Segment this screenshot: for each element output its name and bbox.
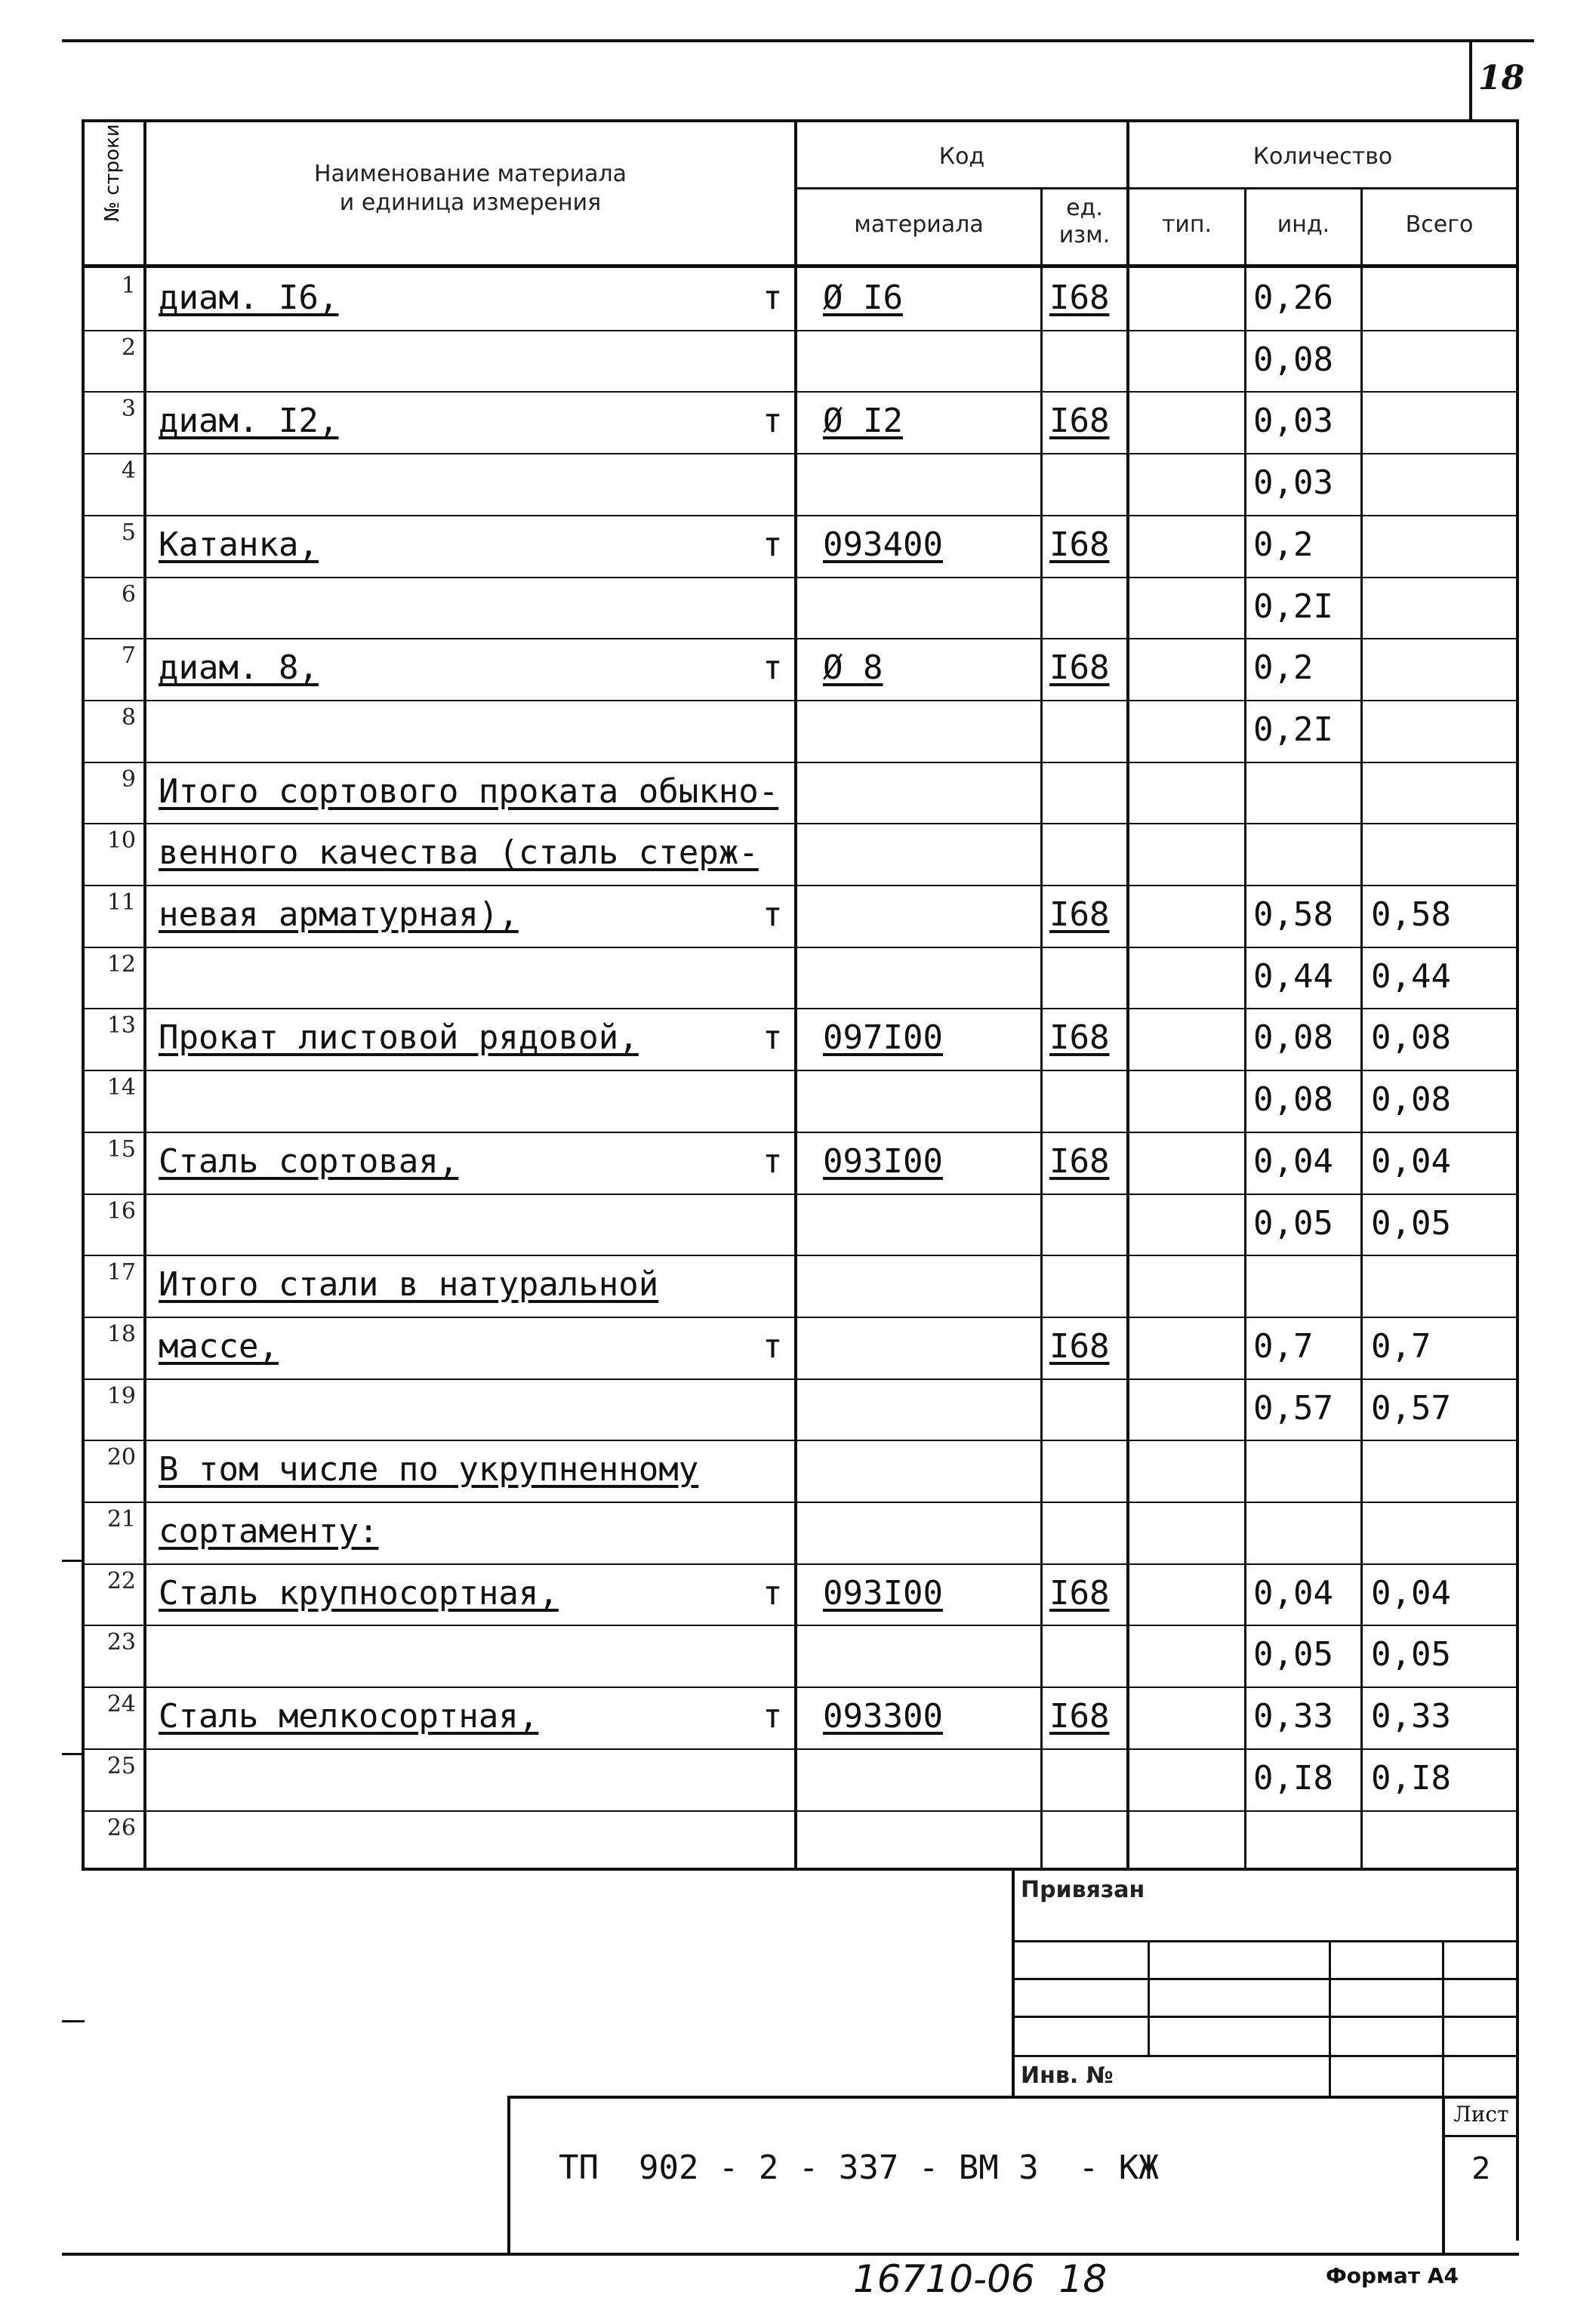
qty-total: 0,58 [1371,895,1451,934]
header-code-unit: ед. изм. [1058,195,1111,248]
header-qty-ind: инд. [1277,211,1330,238]
unit-of-measure: т [763,1327,783,1366]
qty-total: 0,33 [1371,1697,1451,1736]
unit-code: I68 [1049,1697,1110,1736]
qty-individual: 0,04 [1253,1142,1333,1181]
margin-tick [62,2020,85,2022]
qty-total: 0,57 [1371,1389,1451,1428]
row-number: 26 [106,1815,136,1841]
unit-code: I68 [1049,1574,1110,1613]
qty-individual: 0,05 [1253,1204,1333,1243]
material-name: Сталь мелкосортная, [159,1697,539,1736]
row-number: 15 [106,1136,136,1163]
row-number: 24 [106,1691,136,1717]
material-name: В том числе по укрупненному [159,1450,699,1489]
qty-total: 0,05 [1371,1204,1451,1243]
row-number: 7 [121,642,136,669]
row-number: 5 [121,519,136,546]
row-number: 8 [121,704,136,731]
row-number: 16 [106,1198,136,1224]
material-code: Ø 8 [823,648,883,687]
header-name: Наименование материала и единица измерения [313,161,627,216]
qty-total: 0,44 [1371,957,1451,996]
material-name: Сталь крупносортная, [159,1574,559,1613]
material-name: сортаменту: [159,1512,379,1551]
unit-code: I68 [1049,279,1110,317]
material-name: невая арматурная), [159,895,519,934]
material-name: венного качества (сталь стерж- [159,833,759,872]
qty-individual: 0,08 [1253,1080,1333,1119]
header-qty-typ: тип. [1161,211,1212,238]
unit-of-measure: т [763,279,783,317]
qty-individual: 0,33 [1253,1697,1333,1736]
top-frame-line [62,39,1534,42]
material-name: диам. I2, [159,402,339,440]
qty-individual: 0,08 [1253,1018,1333,1057]
material-code: 093300 [823,1697,943,1736]
header-qty-group: Количество [1252,143,1393,170]
privyazan-label: Привязан [1021,1877,1145,1903]
unit-code: I68 [1049,1327,1110,1366]
material-name: Прокат листовой рядовой, [159,1018,639,1057]
material-code: 093400 [823,525,943,564]
row-number: 11 [106,889,136,916]
page-number: 18 [1478,59,1525,97]
qty-individual: 0,2 [1253,648,1314,687]
qty-total: 0,7 [1371,1327,1431,1366]
row-number: 13 [106,1012,136,1039]
row-number: 4 [121,457,136,484]
qty-individual: 0,7 [1253,1327,1314,1366]
format-label: Формат А4 [1326,2263,1459,2288]
inv-no-label: Инв. № [1021,2062,1114,2089]
row-number: 19 [106,1383,136,1409]
unit-of-measure: т [763,648,783,687]
row-number: 9 [121,766,136,793]
row-number: 12 [106,951,136,978]
margin-tick [62,1560,85,1562]
row-number: 6 [121,581,136,608]
material-name: Итого сортового проката обыкно- [159,772,779,811]
row-number: 20 [106,1444,136,1471]
qty-total: 0,08 [1371,1080,1451,1119]
document-code: ТП 902 - 2 - 337 - ВМ 3 - КЖ [559,2149,1159,2187]
unit-code: I68 [1049,1142,1110,1181]
unit-of-measure: т [763,1018,783,1057]
material-name: Сталь сортовая, [159,1142,459,1181]
qty-individual: 0,03 [1253,402,1333,440]
row-number: 22 [106,1568,136,1594]
material-name: массе, [159,1327,279,1366]
qty-individual: 0,2I [1253,587,1333,626]
unit-of-measure: т [763,895,783,934]
material-code: 093I00 [823,1142,943,1181]
material-name: Итого стали в натуральной [159,1265,659,1304]
qty-total: 0,08 [1371,1018,1451,1057]
qty-individual: 0,57 [1253,1389,1333,1428]
sheet-number: 2 [1471,2152,1491,2186]
header-row-no: № строки [101,124,124,222]
qty-total: 0,04 [1371,1574,1451,1613]
material-code: 093I00 [823,1574,943,1613]
qty-individual: 0,I8 [1253,1759,1333,1797]
header-code-material: материала [854,211,984,238]
row-number: 1 [121,273,136,299]
qty-individual: 0,04 [1253,1574,1333,1613]
qty-individual: 0,2 [1253,525,1314,564]
unit-code: I68 [1049,1018,1110,1057]
margin-tick [62,1753,85,1755]
sheet-label: Лист [1453,2102,1509,2127]
material-code: Ø I2 [823,402,903,440]
unit-of-measure: т [763,1574,783,1613]
row-number: 2 [121,334,136,361]
material-name: Катанка, [159,525,319,564]
row-number: 3 [121,396,136,422]
unit-of-measure: т [763,402,783,440]
material-code: Ø I6 [823,279,903,317]
unit-code: I68 [1049,525,1110,564]
qty-individual: 0,44 [1253,957,1333,996]
unit-of-measure: т [763,1697,783,1736]
qty-total: 0,05 [1371,1635,1451,1674]
unit-code: I68 [1049,648,1110,687]
archive-number: 16710-06 18 [853,2257,1108,2301]
row-number: 14 [106,1074,136,1101]
material-name: диам. I6, [159,279,339,317]
row-number: 21 [106,1506,136,1532]
row-number: 25 [106,1753,136,1779]
unit-of-measure: т [763,1142,783,1181]
page-number-box-left [1469,39,1472,121]
qty-individual: 0,2I [1253,710,1333,749]
qty-total: 0,04 [1371,1142,1451,1181]
header-qty-total: Всего [1405,211,1474,238]
qty-individual: 0,03 [1253,464,1333,502]
qty-individual: 0,08 [1253,340,1333,379]
unit-code: I68 [1049,402,1110,440]
unit-code: I68 [1049,895,1110,934]
header-code-group: Код [938,143,985,170]
qty-individual: 0,58 [1253,895,1333,934]
material-code: 097I00 [823,1018,943,1057]
material-name: диам. 8, [159,648,319,687]
qty-total: 0,I8 [1371,1759,1451,1797]
row-number: 23 [106,1629,136,1656]
qty-individual: 0,05 [1253,1635,1333,1674]
qty-individual: 0,26 [1253,279,1333,317]
row-number: 17 [106,1259,136,1286]
row-number: 18 [106,1321,136,1348]
unit-of-measure: т [763,525,783,564]
row-number: 10 [106,827,136,854]
